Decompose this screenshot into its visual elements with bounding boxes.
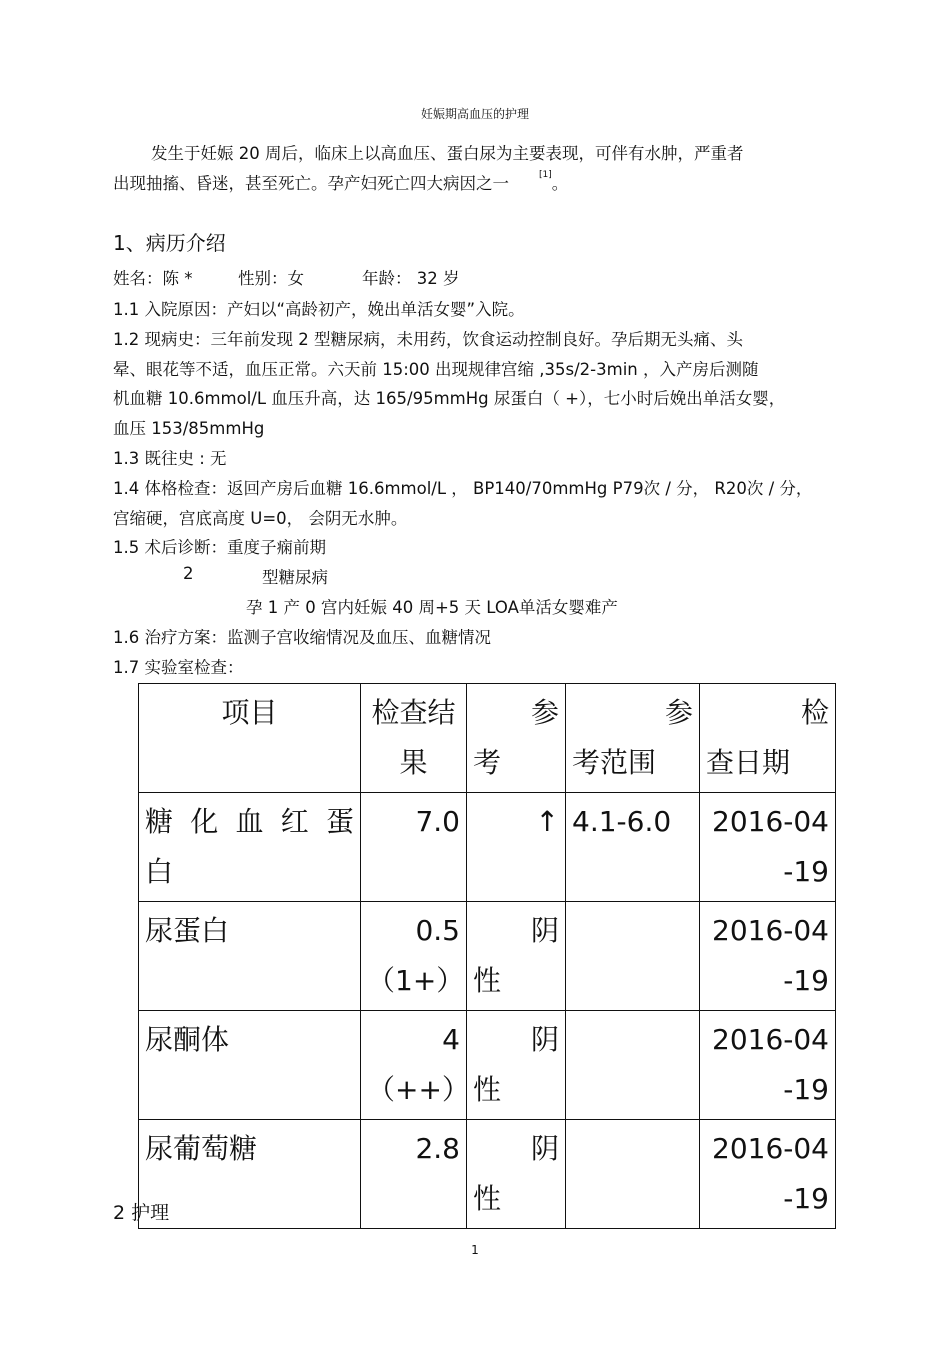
line-1-4a: 1.4 体格检查：返回产房后血糖 16.6mmol/L ， BP140/70mmHg P79次 / 分， R20次 / 分，	[113, 479, 813, 498]
cell-range	[566, 1011, 700, 1120]
table-row	[139, 902, 836, 1011]
cell-range	[566, 1120, 700, 1229]
line-1-2d: 血压 153/85mmHg	[113, 419, 265, 438]
table-row	[139, 1011, 836, 1120]
line-1-4b: 宫缩硬，宫底高度 U=0， 会阴无水肿。	[113, 509, 408, 528]
line-1-1: 1.1 入院原因：产妇以“高龄初产，娩出单活女婴”入院。	[113, 300, 525, 319]
intro-line-1: 发生于妊娠 20 周后，临床上以高血压、蛋白尿为主要表现，可伴有水肿，严重者	[151, 144, 744, 163]
line-1-3: 1.3 既往史 : 无	[113, 449, 227, 468]
table-row	[139, 1120, 836, 1229]
diagnosis-3: 孕 1 产 0 宫内妊娠 40 周+5 天 LOA单活女婴难产	[246, 598, 618, 617]
cell-flag: 阴 性	[467, 1120, 566, 1229]
line-1-2a: 1.2 现病史：三年前发现 2 型糖尿病，未用药，饮食运动控制良好。孕后期无头痛、头	[113, 330, 743, 349]
cell-item: 尿葡萄糖	[139, 1120, 361, 1229]
intro-line-2	[113, 170, 568, 194]
diagnosis-2-number: 2	[183, 564, 194, 583]
cell-flag: 阴 性	[467, 1011, 566, 1120]
cell-result: 0.5 （1+）	[361, 902, 467, 1011]
document-title: 妊娠期高血压的护理	[420, 107, 529, 121]
cell-range: 4.1-6.0	[566, 793, 700, 902]
line-1-2c: 机血糖 10.6mmol/L 血压升高，达 165/95mmHg 尿蛋白（ +），七小时后娩出单活女婴，	[113, 389, 786, 408]
cell-item: 尿蛋白	[139, 902, 361, 1011]
header-date: 检 查日期	[700, 684, 836, 793]
lab-results-table	[138, 683, 836, 1229]
patient-gender: 性别：女	[238, 269, 304, 288]
cell-date: 2016-04 -19	[700, 902, 836, 1011]
section-heading-1: 1、病历介绍	[113, 231, 226, 255]
intro-end: 。	[551, 174, 569, 193]
cell-item: 糖 化 血 红 蛋 白	[139, 793, 361, 902]
cell-date: 2016-04 -19	[700, 1120, 836, 1229]
patient-name: 姓名：陈 *	[113, 269, 193, 288]
header-item: 项目	[139, 684, 361, 793]
cell-flag: 阴 性	[467, 902, 566, 1011]
cell-result: 2.8	[361, 1120, 467, 1229]
header-ref-2: 参 考范围	[566, 684, 700, 793]
cell-date: 2016-04 -19	[700, 793, 836, 902]
page-number: 1	[471, 1243, 479, 1257]
cell-result: 4 （++）	[361, 1011, 467, 1120]
intro-text: 出现抽搐、昏迷，甚至死亡。孕产妇死亡四大病因之一	[113, 174, 509, 193]
citation-ref: [1]	[539, 169, 552, 180]
cell-date: 2016-04 -19	[700, 1011, 836, 1120]
line-1-7: 1.7 实验室检查：	[113, 658, 244, 677]
cell-flag: ↑	[467, 793, 566, 902]
table-row	[139, 793, 836, 902]
cell-range	[566, 902, 700, 1011]
line-1-5: 1.5 术后诊断：重度子痫前期	[113, 538, 326, 557]
header-ref-1: 参 考	[467, 684, 566, 793]
line-1-6: 1.6 治疗方案：监测子宫收缩情况及血压、血糖情况	[113, 628, 491, 647]
cell-item: 尿酮体	[139, 1011, 361, 1120]
cell-result: 7.0	[361, 793, 467, 902]
table-header-row	[139, 684, 836, 793]
header-result: 检查结 果	[361, 684, 467, 793]
section-heading-2: 2 护理	[113, 1202, 170, 1224]
line-1-2b: 晕、眼花等不适，血压正常。六天前 15:00 出现规律宫缩 ,35s/2-3min ，入产房后测随	[113, 360, 759, 379]
patient-age: 年龄： 32 岁	[362, 269, 460, 288]
diagnosis-2-text: 型糖尿病	[262, 568, 328, 587]
